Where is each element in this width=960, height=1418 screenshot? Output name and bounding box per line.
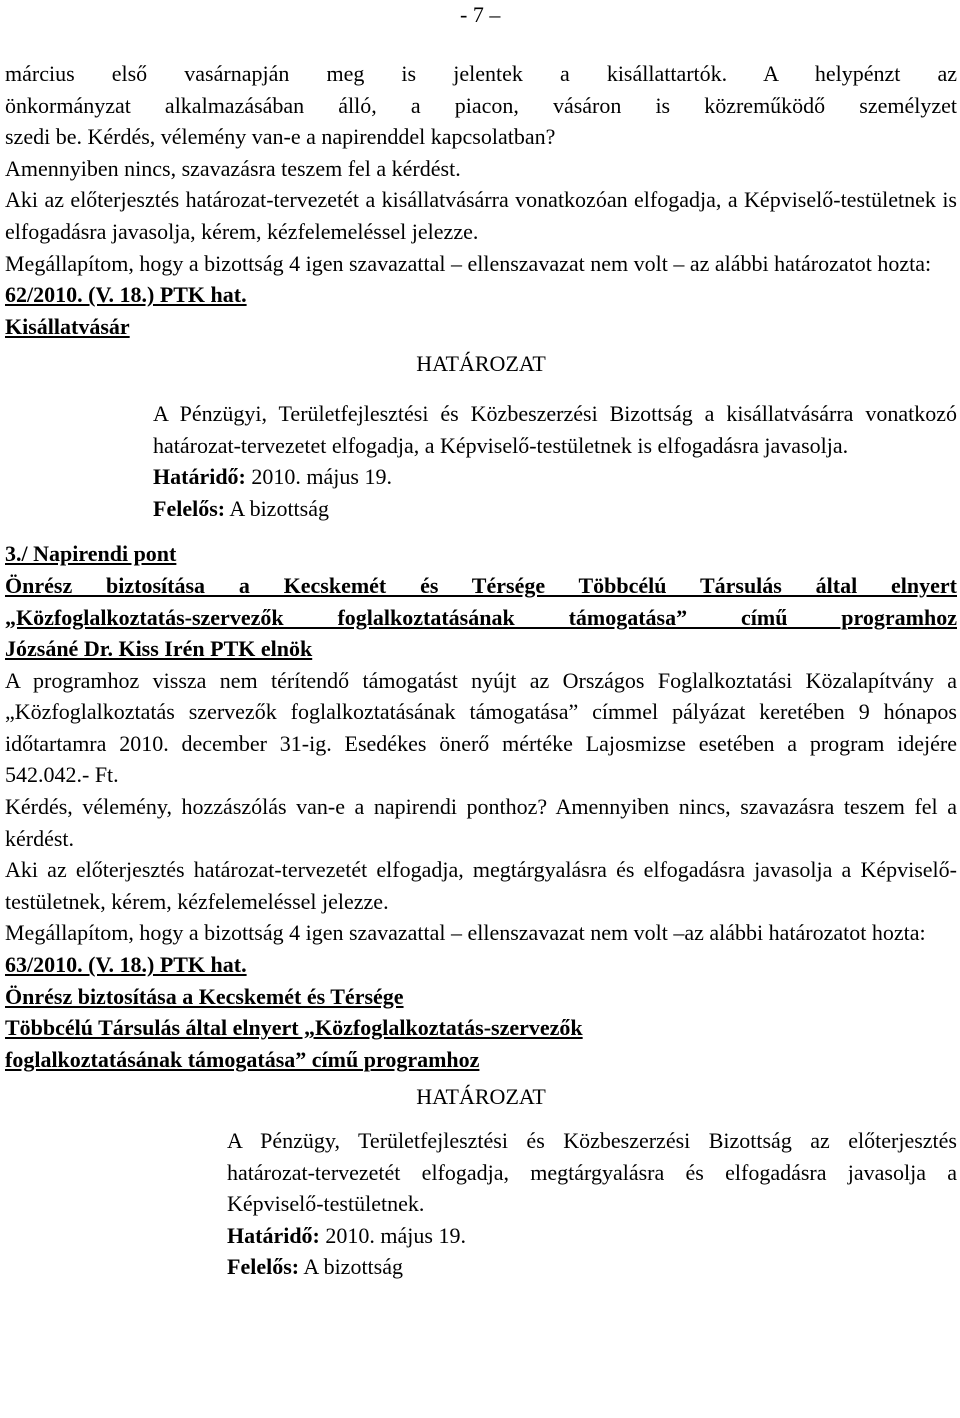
agenda-paragraph: A programhoz vissza nem térítendő támogatást nyújt az Országos Foglalkoztatási Közalapítvány a „Közfoglalkoztatás szervezők foglalkoztatásának támogatása” címmel pályázat keretében 9 hónapos időtartamra 2010. december 31-ig. Esedékes önerő mértéke Lajosmizse esetében a program idejére 542.042.- Ft. [5,667,957,788]
intro-line: önkormányzat alkalmazásában álló, a piacon, vásáron is közreműködő személyzet [5,92,957,118]
resolution-body: A Pénzügyi, Területfejlesztési és Közbeszerzési Bizottság a kisállatvásárra vonatkozó határozat-tervezetet elfogadja, a Képviselő-testületnek is elfogadásra javasolja. [153,400,957,458]
responsible-value: A bizottság [303,1254,403,1280]
resolution-body: A Pénzügy, Területfejlesztési és Közbeszerzési Bizottság az előterjesztés határozat-tervezetét elfogadja, megtárgyalásra és elfogadásra javasolja a Képviselő-testületnek. [227,1128,957,1217]
resolution-subject: Többcélú Társulás által elnyert „Közfoglalkoztatás-szervezők [5,1015,583,1041]
agenda-paragraph: Kérdés, vélemény, hozzászólás van-e a napirendi ponthoz? Amennyiben nincs, szavazásra teszem fel a kérdést. [5,794,957,851]
resolution-heading: HATÁROZAT [416,351,546,377]
resolution-block [153,398,957,524]
deadline-value: 2010. május 19. [325,1222,466,1248]
deadline-label: Határidő: [153,464,246,490]
resolution-heading: HATÁROZAT [416,1084,546,1110]
agenda-paragraph: Aki az előterjesztés határozat-tervezetét elfogadja, megtárgyalásra és elfogadásra javasolja a Képviselő-testületnek, kérem, kézfelemeléssel jelezze. [5,857,957,914]
resolution-responsible [227,1251,957,1283]
intro-paragraph: Megállapítom, hogy a bizottság 4 igen szavazattal – ellenszavazat nem volt – az alábbi határozatot hozta: [5,250,932,276]
intro-paragraph: Aki az előterjesztés határozat-tervezetét a kisállatvásárra vonatkozóan elfogadja, a Képviselő-testületnek is elfogadásra javasolja, kérem, kézfelemeléssel jelezze. [5,187,957,244]
page-number: - 7 – [460,2,501,27]
resolution-subject: foglalkoztatásának támogatása” című programhoz [5,1046,480,1072]
resolution-subject: Önrész biztosítása a Kecskemét és Térsége [5,983,404,1009]
agenda-title: Önrész biztosítása a Kecskemét és Térsége Többcélú Társulás által elnyert [5,572,957,598]
agenda-paragraph: Megállapítom, hogy a bizottság 4 igen szavazattal – ellenszavazat nem volt –az alábbi határozatot hozta: [5,920,926,946]
document-body [5,58,957,1283]
agenda-number: 3./ Napirendi pont [5,541,177,567]
resolution-number: 63/2010. (V. 18.) PTK hat. [5,952,247,978]
resolution-number: 62/2010. (V. 18.) PTK hat. [5,282,247,308]
agenda-title: „Közfoglalkoztatás-szervezők foglalkoztatásának támogatása” című programhoz [5,604,957,630]
intro-paragraph: Amennyiben nincs, szavazásra teszem fel a kérdést. [5,155,461,181]
responsible-label: Felelős: [227,1254,300,1280]
responsible-label: Felelős: [153,495,226,521]
resolution-subject: Kisállatvásár [5,313,130,339]
resolution-responsible [153,493,957,525]
resolution-deadline [227,1220,957,1252]
intro-line: szedi be. Kérdés, vélemény van-e a napirenddel kapcsolatban? [5,124,556,150]
deadline-label: Határidő: [227,1222,320,1248]
responsible-value: A bizottság [229,495,329,521]
agenda-presenter: Józsáné Dr. Kiss Irén PTK elnök [5,636,313,662]
deadline-value: 2010. május 19. [251,464,392,490]
resolution-block [227,1125,957,1283]
resolution-deadline [153,461,957,493]
intro-line: március első vasárnapján meg is jelentek a kisállattartók. A helypénzt az [5,61,957,86]
